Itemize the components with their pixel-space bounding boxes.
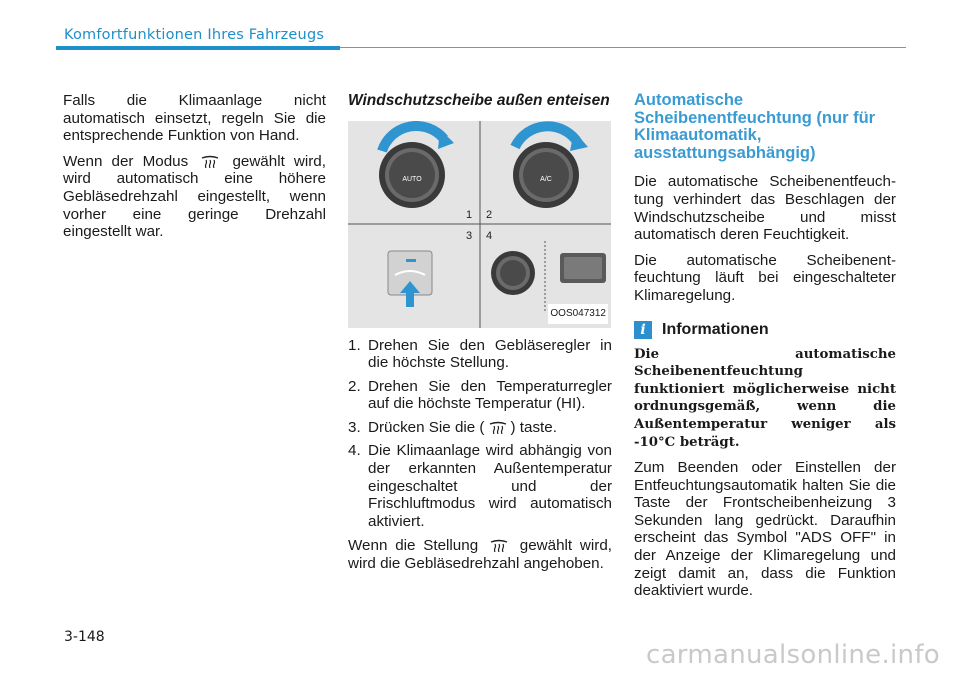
info-header [634, 321, 896, 339]
column-left [63, 92, 326, 249]
header-accent-bar [56, 46, 340, 50]
paragraph: Wenn die Stellung gewählt wird, wird die Gebläsedrehzahl angehoben. [348, 537, 612, 573]
climate-controls-illustration [348, 121, 611, 328]
column-right [634, 92, 896, 608]
info-title: Informationen [662, 320, 769, 338]
mode-knob [491, 251, 535, 295]
windshield-defrost-icon [488, 420, 508, 434]
page-number: 3-148 [64, 629, 105, 645]
figure-label-3: 3 [466, 229, 473, 242]
figure-code: OOS047312 [548, 304, 608, 324]
list-item: 3. Drücken Sie die ( ) taste. [348, 418, 557, 436]
paragraph: Die automatische Scheibenentfeuchtung läuft bei eingeschalteter Klimaregelung. [634, 251, 896, 304]
info-text: Die automatische Scheibenentfeuchtung funktioniert möglicherweise nicht ordnungsgemäß, wenn die Außentemperatur weniger als -10°C beträgt. [634, 346, 896, 450]
figure-label-4: 4 [486, 229, 493, 242]
paragraph: Zum Beenden oder Einstellen der Entfeuchtungsautomatik halten Sie die Taste der Frontscheibenheizung 3 Sekunden lang gedrückt. Daraufhin erscheint das Symbol "ADS OFF" in der Anzeige der Klimaregelung und zeigt damit an, dass die Funktion deaktiviert wurde. [634, 459, 896, 600]
figure-label-2: 2 [486, 208, 493, 221]
knob-label-auto: AUTO [402, 175, 422, 183]
list-item: 2. Drehen Sie den Temperaturregler auf die höchste Temperatur (HI). [348, 377, 612, 413]
paragraph: Wenn der Modus gewählt wird, wird automatisch eine höhere Gebläsedrehzahl eingestellt, wenn vorher eine geringe Drehzahl eingestellt war. [63, 152, 326, 241]
paragraph: Falls die Klimaanlage nicht automatisch einsetzt, regeln Sie die entsprechende Funktion von Hand. [63, 92, 326, 145]
section-title: Automatische Scheibenentfeuchtung (nur für Klimaautomatik, ausstattungsabhängig) [634, 91, 876, 162]
header-rule [340, 47, 906, 48]
control-panel-figure [348, 121, 611, 328]
section-title: Windschutzscheibe außen enteisen [348, 92, 610, 109]
windshield-defrost-icon [200, 154, 220, 168]
column-middle [348, 92, 612, 581]
list-item: 4. Die Klimaanlage wird abhängig von der erkannten Außentemperatur eingeschaltet und der Frischluftmodus wird automatisch aktiviert. [348, 442, 612, 530]
windshield-defrost-icon [489, 538, 509, 552]
list-item: 1. Drehen Sie den Gebläseregler in die höchste Stellung. [348, 336, 612, 372]
paragraph: Die automatische Scheibenentfeuchtung verhindert das Beschlagen der Windschutzscheibe und misst automatisch deren Feuchtigkeit. [634, 173, 896, 244]
rear-defrost-button-illustration [560, 253, 606, 283]
knob-label-ac: A/C [540, 175, 552, 183]
watermark: carmanualsonline.info [645, 640, 940, 670]
info-icon: i [634, 321, 652, 339]
chapter-title: Komfortfunktionen Ihres Fahrzeugs [64, 27, 325, 43]
figure-label-1: 1 [466, 208, 473, 221]
step-list [348, 337, 612, 531]
